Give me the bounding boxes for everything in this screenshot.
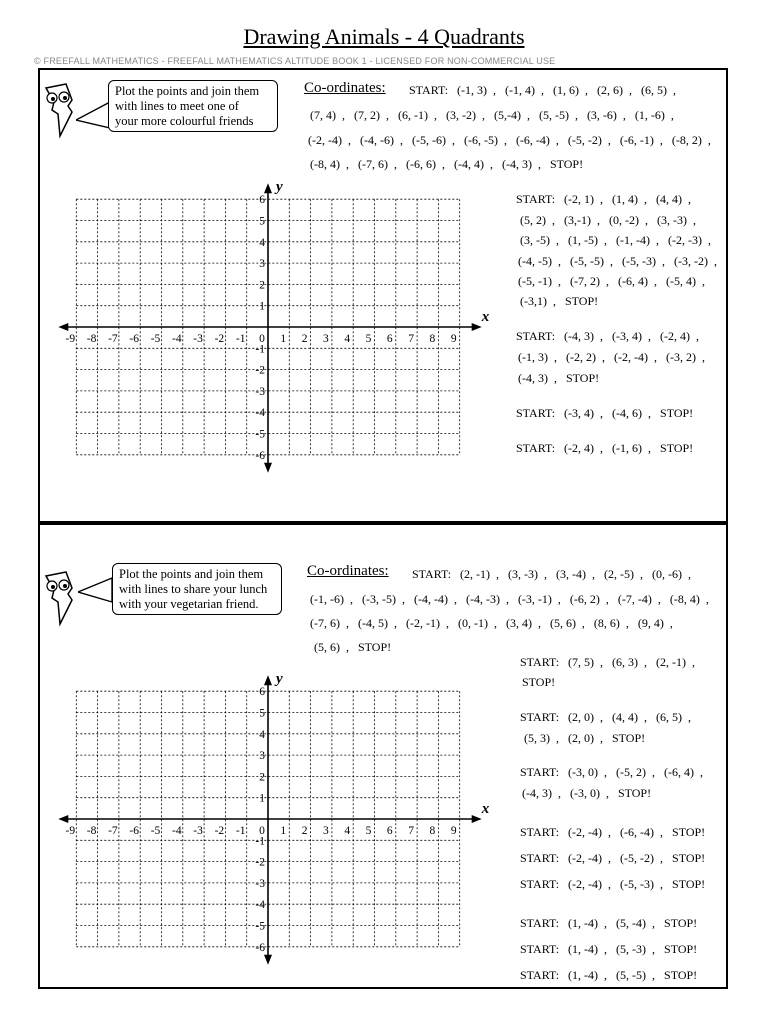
y-tick-label: 6 <box>259 194 265 207</box>
coord-line: START: (1, -4) , (5, -4) , STOP! <box>520 916 698 930</box>
coord-line: START: (1, -4) , (5, -3) , STOP! <box>520 942 698 956</box>
x-tick-label: 7 <box>408 825 414 837</box>
x-axis-label: x <box>481 801 490 817</box>
x-tick-label: 2 <box>301 825 308 837</box>
x-tick-label: 6 <box>386 825 393 837</box>
coordinates-heading-1: Co-ordinates: <box>304 80 386 96</box>
x-tick-label: -8 <box>86 825 97 837</box>
x-axis-arrow-left-icon <box>58 815 68 823</box>
y-axis-arrow-down-icon <box>264 463 272 473</box>
y-tick-label: 2 <box>259 279 265 292</box>
bubble-line: with lines to share your lunch <box>119 582 268 596</box>
coordinate-grid-1 <box>40 168 500 498</box>
x-tick-label: 1 <box>280 825 287 837</box>
x-tick-label: -2 <box>214 825 225 837</box>
x-tick-label: -6 <box>129 825 139 837</box>
x-tick-label: -3 <box>193 333 203 345</box>
coord-line: (5, 3) , (2, 0) , STOP! <box>524 731 646 745</box>
coord-line: (5, 6) , STOP! <box>314 640 392 654</box>
x-tick-label: 5 <box>365 333 372 345</box>
x-tick-label: 8 <box>429 333 436 345</box>
coord-line: START: (-1, 3) , (-1, 4) , (1, 6) , (2, 6) , (6, 5) , <box>409 83 677 97</box>
x-tick-label: -9 <box>65 825 76 837</box>
x-axis-arrow-right-icon <box>472 815 482 823</box>
x-tick-label: -6 <box>129 333 139 345</box>
y-tick-label: 1 <box>259 300 265 313</box>
x-tick-label: 5 <box>365 825 372 837</box>
x-tick-label: -5 <box>150 825 161 837</box>
x-tick-label: 6 <box>386 333 393 345</box>
y-axis-label: y <box>276 179 283 196</box>
copyright-notice: © FREEFALL MATHEMATICS - FREEFALL MATHEMATICS ALTITUDE BOOK 1 - LICENSED FOR NON-COMMERCIAL USE <box>34 56 556 66</box>
y-tick-label: -6 <box>255 449 265 462</box>
coord-line: START: (-2, 1) , (1, 4) , (4, 4) , <box>516 192 692 206</box>
y-tick-label: -5 <box>255 920 265 933</box>
x-tick-label: -5 <box>150 333 161 345</box>
coord-line: START: (2, 0) , (4, 4) , (6, 5) , <box>520 710 692 724</box>
x-tick-label: -4 <box>172 333 182 345</box>
coord-line: STOP! <box>522 675 556 689</box>
x-tick-label: 9 <box>450 333 457 345</box>
y-axis-arrow-down-icon <box>264 955 272 965</box>
y-axis-label: y <box>276 671 283 688</box>
coord-line: START: (-4, 3) , (-3, 4) , (-2, 4) , <box>516 329 700 343</box>
x-tick-label: 3 <box>323 825 329 837</box>
x-tick-label: 0 <box>259 825 265 837</box>
y-axis-arrow-up-icon <box>264 183 272 193</box>
coord-line: START: (1, -4) , (5, -5) , STOP! <box>520 968 698 982</box>
coord-line: START: (-3, 4) , (-4, 6) , STOP! <box>516 406 694 420</box>
x-tick-label: 0 <box>259 333 265 345</box>
x-tick-label: 1 <box>280 333 287 345</box>
x-tick-label: 3 <box>323 333 329 345</box>
coord-line: (5, 2) , (3,-1) , (0, -2) , (3, -3) , <box>520 213 696 227</box>
coord-line: (-4, -5) , (-5, -5) , (-5, -3) , (-3, -2) , <box>518 254 717 268</box>
coord-line: (-7, 6) , (-4, 5) , (-2, -1) , (0, -1) , (3, 4) , (5, 6) , (8, 6) , (9, 4) , <box>310 616 673 630</box>
x-tick-label: 4 <box>344 825 351 837</box>
coord-line: (-3,1) , STOP! <box>520 294 599 308</box>
y-tick-label: -6 <box>255 941 265 954</box>
coord-line: (-1, 3) , (-2, 2) , (-2, -4) , (-3, 2) , <box>518 350 705 364</box>
x-tick-label: -9 <box>65 333 76 345</box>
coord-line: (-2, -4) , (-4, -6) , (-5, -6) , (-6, -5) , (-6, -4) , (-5, -2) , (-6, -1) , (-8, 2) , <box>308 133 711 147</box>
coord-line: (-1, -6) , (-3, -5) , (-4, -4) , (-4, -3) , (-3, -1) , (-6, 2) , (-7, -4) , (-8, 4) , <box>310 592 709 606</box>
x-tick-label: -1 <box>235 825 246 837</box>
coord-line: START: (-2, 4) , (-1, 6) , STOP! <box>516 441 694 455</box>
x-tick-label: -3 <box>193 825 203 837</box>
x-axis-arrow-right-icon <box>472 323 482 331</box>
coord-line: (-4, 3) , STOP! <box>518 371 600 385</box>
x-tick-label: -1 <box>235 333 246 345</box>
bubble-line: Plot the points and join them <box>119 567 264 581</box>
coord-line: START: (2, -1) , (3, -3) , (3, -4) , (2, -5) , (0, -6) , <box>412 567 691 581</box>
y-tick-label: 6 <box>259 686 265 699</box>
coord-line: START: (-2, -4) , (-6, -4) , STOP! <box>520 825 706 839</box>
y-tick-label: -1 <box>255 343 265 356</box>
coordinates-heading-2: Co-ordinates: <box>307 563 389 579</box>
instruction-bubble-2 <box>112 563 282 615</box>
x-axis-label: x <box>481 309 490 325</box>
y-tick-label: 4 <box>259 728 265 741</box>
y-tick-label: -2 <box>255 856 265 869</box>
y-tick-label: 1 <box>259 792 265 805</box>
coord-line: START: (-2, -4) , (-5, -2) , STOP! <box>520 851 706 865</box>
coord-line: (3, -5) , (1, -5) , (-1, -4) , (-2, -3) , <box>520 233 711 247</box>
y-tick-label: -2 <box>255 364 265 377</box>
x-tick-label: -2 <box>214 333 225 345</box>
bubble-line: with lines to meet one of <box>115 99 239 113</box>
y-tick-label: 3 <box>259 750 265 763</box>
y-tick-label: -1 <box>255 835 265 848</box>
coordinate-grid-2 <box>40 660 500 990</box>
coord-line: (7, 4) , (7, 2) , (6, -1) , (3, -2) , (5,-4) , (5, -5) , (3, -6) , (1, -6) , <box>310 108 674 122</box>
x-tick-label: -7 <box>108 825 118 837</box>
coord-line: (-4, 3) , (-3, 0) , STOP! <box>522 786 652 800</box>
x-tick-label: 2 <box>301 333 308 345</box>
x-tick-label: 7 <box>408 333 414 345</box>
coord-line: START: (-3, 0) , (-5, 2) , (-6, 4) , <box>520 765 704 779</box>
y-axis-arrow-up-icon <box>264 675 272 685</box>
x-tick-label: 4 <box>344 333 351 345</box>
bubble-line: with your vegetarian friend. <box>119 597 259 611</box>
coord-line: START: (7, 5) , (6, 3) , (2, -1) , <box>520 655 696 669</box>
x-tick-label: 8 <box>429 825 436 837</box>
x-tick-label: -8 <box>86 333 97 345</box>
y-tick-label: 3 <box>259 258 265 271</box>
x-tick-label: -4 <box>172 825 182 837</box>
y-tick-label: -5 <box>255 428 265 441</box>
bubble-line: your more colourful friends <box>115 114 254 128</box>
x-tick-label: -7 <box>108 333 118 345</box>
coord-line: (-5, -1) , (-7, 2) , (-6, 4) , (-5, 4) , <box>518 274 705 288</box>
page-title: Drawing Animals - 4 Quadrants <box>243 24 525 49</box>
y-tick-label: -3 <box>255 877 265 890</box>
coord-line: START: (-2, -4) , (-5, -3) , STOP! <box>520 877 706 891</box>
y-tick-label: -4 <box>255 899 265 912</box>
x-axis-arrow-left-icon <box>58 323 68 331</box>
coord-line: (-8, 4) , (-7, 6) , (-6, 6) , (-4, 4) , (-4, 3) , STOP! <box>310 157 584 171</box>
bubble-line: Plot the points and join them <box>115 84 260 98</box>
y-tick-label: -4 <box>255 407 265 420</box>
y-tick-label: 2 <box>259 771 265 784</box>
x-tick-label: 9 <box>450 825 457 837</box>
y-tick-label: 5 <box>259 215 265 228</box>
y-tick-label: 4 <box>259 236 265 249</box>
y-tick-label: 5 <box>259 707 265 720</box>
instruction-bubble-1 <box>108 80 278 132</box>
y-tick-label: -3 <box>255 385 265 398</box>
